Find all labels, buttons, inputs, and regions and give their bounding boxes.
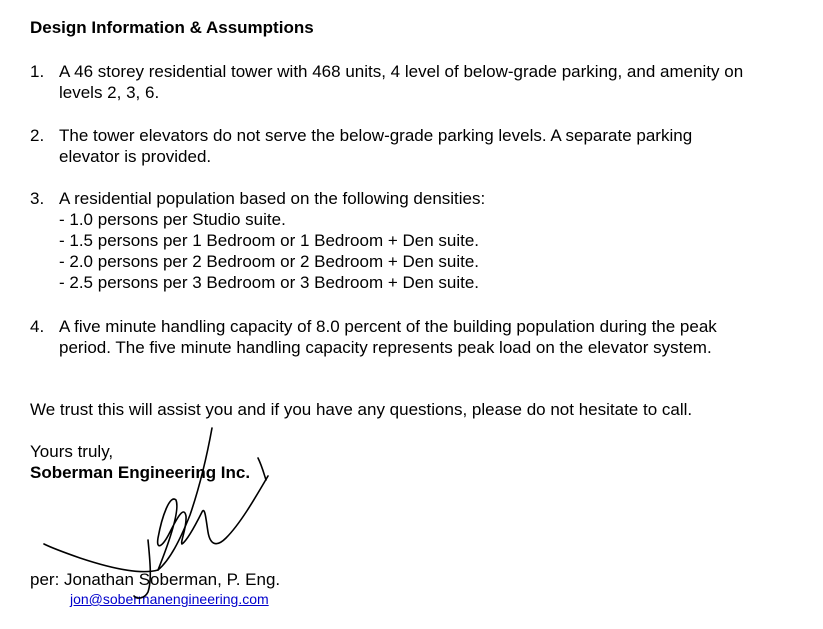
signer-line: per: Jonathan Soberman, P. Eng. bbox=[30, 570, 281, 589]
list-item-line: elevator is provided. bbox=[59, 147, 212, 166]
list-item-number: 2. bbox=[30, 126, 45, 145]
list-item-line: A five minute handling capacity of 8.0 percent of the building population during the peak bbox=[59, 317, 717, 336]
list-item-line: The tower elevators do not serve the below-grade parking levels. A separate parking bbox=[59, 126, 693, 145]
list-item-text bbox=[59, 188, 819, 293]
list-item-line: period. The five minute handling capacity represents peak load on the elevator system. bbox=[59, 338, 712, 357]
list-item-line: levels 2, 3, 6. bbox=[59, 83, 160, 102]
list-item-line: A residential population based on the following densities: bbox=[59, 189, 486, 208]
salutation: Yours truly, bbox=[30, 442, 114, 461]
list-item-line: - 2.5 persons per 3 Bedroom or 3 Bedroom + Den suite. bbox=[59, 273, 480, 292]
closing-paragraph: We trust this will assist you and if you have any questions, please do not hesitate to call. bbox=[30, 400, 693, 419]
list-item-line: - 1.0 persons per Studio suite. bbox=[59, 210, 286, 229]
list-item-line: A 46 storey residential tower with 468 units, 4 level of below-grade parking, and amenity on bbox=[59, 62, 744, 81]
list-item-text bbox=[59, 125, 819, 167]
list-item-number: 3. bbox=[30, 189, 45, 208]
company-name: Soberman Engineering Inc. bbox=[30, 463, 251, 482]
email-link[interactable]: jon@sobermanengineering.com bbox=[70, 591, 269, 607]
list-item-text bbox=[59, 61, 819, 103]
list-item-line: - 1.5 persons per 1 Bedroom or 1 Bedroom + Den suite. bbox=[59, 231, 480, 250]
list-item-text bbox=[59, 316, 819, 358]
section-heading: Design Information & Assumptions bbox=[30, 18, 314, 37]
list-item-number: 4. bbox=[30, 317, 45, 336]
list-item-line: - 2.0 persons per 2 Bedroom or 2 Bedroom + Den suite. bbox=[59, 252, 480, 271]
list-item-number: 1. bbox=[30, 62, 45, 81]
